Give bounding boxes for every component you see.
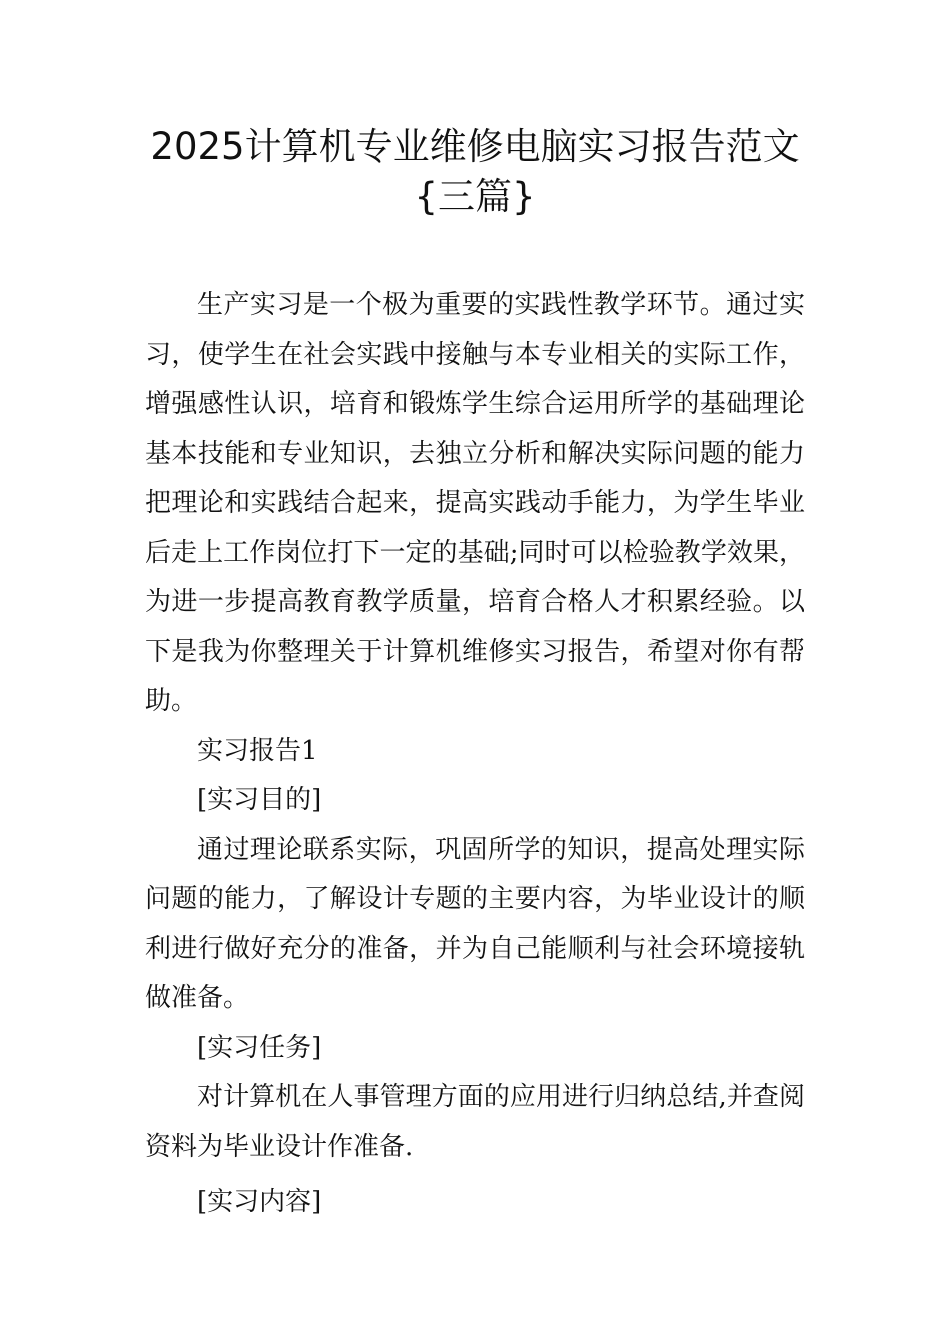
document-body [145,281,805,1228]
section-heading-content: [实习内容] [197,1187,322,1217]
title-line-1: 2025计算机专业维修电脑实习报告范文 [150,125,800,168]
task-paragraph: 对计算机在人事管理方面的应用进行归纳总结,并查阅资料为毕业设计作准备. [145,1082,805,1162]
section-heading-task: [实习任务] [197,1032,322,1063]
section-heading-report-1: 实习报告1 [197,735,318,766]
intro-paragraph: 生产实习是一个极为重要的实践性教学环节。通过实习，使学生在社会实践中接触与本专业相关的实际工作，增强感性认识，培育和锻炼学生综合运用所学的基础理论基本技能和专业知识，去独立分析和解决实际问题的能力把理论和实践结合起来，提高实践动手能力，为学生毕业后走上工作岗位打下一定的基础;同时可以检验教学效果，为进一步提高教育教学质量，培育合格人才积累经验。以下是我为你整理关于计算机维修实习报告，希望对你有帮助。 [145,290,805,716]
title-line-2: {三篇} [414,175,536,218]
section-heading-purpose: [实习目的] [197,785,322,815]
purpose-paragraph: 通过理论联系实际，巩固所学的知识，提高处理实际问题的能力，了解设计专题的主要内容，为毕业设计的顺利进行做好充分的准备，并为自己能顺利与社会环境接轨做准备。 [145,834,805,1013]
document-title [100,122,850,222]
